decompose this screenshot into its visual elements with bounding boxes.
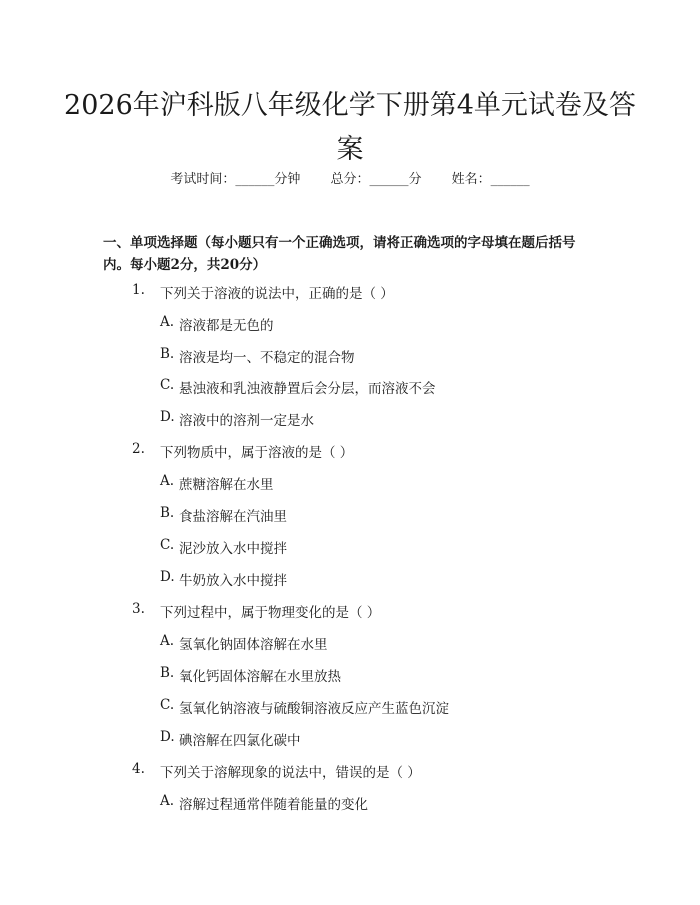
option-text: 蔗糖溶解在水里 [179, 477, 274, 493]
option-text: 氢氧化钠固体溶解在水里 [179, 637, 328, 653]
exam-meta [0, 168, 700, 187]
option-label: A. [160, 314, 175, 330]
option-text: 溶解过程通常伴随着能量的变化 [179, 797, 368, 813]
page-title: 2026年沪科版八年级化学下册第4单元试卷及答案 [64, 90, 636, 165]
question-number: 3. [132, 601, 145, 617]
option-label: A. [160, 633, 175, 649]
option-label: B. [160, 505, 175, 521]
exam-time: 考试时间：______分钟 [170, 172, 301, 187]
option-label: D. [160, 569, 175, 585]
option-text: 碘溶解在四氯化碳中 [179, 733, 301, 749]
option-label: D. [160, 729, 175, 745]
option-text: 牛奶放入水中搅拌 [179, 573, 287, 589]
option-label: A. [160, 473, 175, 489]
question-text: 下列关于溶解现象的说法中，错误的是（ ） [160, 765, 421, 781]
option-text: 悬浊液和乳浊液静置后会分层，而溶液不会 [179, 381, 436, 397]
option-label: D. [160, 409, 175, 425]
question-text: 下列物质中，属于溶液的是（ ） [160, 445, 354, 461]
option-label: B. [160, 346, 175, 362]
option-text: 溶液是均一、不稳定的混合物 [179, 350, 355, 366]
question-number: 4. [132, 761, 145, 777]
question-text: 下列过程中，属于物理变化的是（ ） [160, 605, 381, 621]
option-label: A. [160, 793, 175, 809]
option-text: 溶液都是无色的 [179, 318, 274, 334]
option-text: 溶液中的溶剂一定是水 [179, 413, 314, 429]
question-number: 2. [132, 441, 145, 457]
option-label: B. [160, 665, 175, 681]
option-text: 氧化钙固体溶解在水里放热 [179, 669, 341, 685]
question-text: 下列关于溶液的说法中，正确的是（ ） [160, 286, 394, 302]
option-label: C. [160, 697, 175, 713]
exam-score: 总分：______分 [330, 172, 422, 187]
section-heading: 一、单项选择题（每小题只有一个正确选项，请将正确选项的字母填在题后括号内。每小题2分，共20分） [103, 235, 576, 273]
option-text: 食盐溶解在汽油里 [179, 509, 287, 525]
question-number: 1. [132, 282, 145, 298]
option-label: C. [160, 537, 175, 553]
exam-name: 姓名：______ [451, 172, 530, 187]
option-text: 氢氧化钠溶液与硫酸铜溶液反应产生蓝色沉淀 [179, 701, 449, 717]
option-text: 泥沙放入水中搅拌 [179, 541, 287, 557]
option-label: C. [160, 377, 175, 393]
